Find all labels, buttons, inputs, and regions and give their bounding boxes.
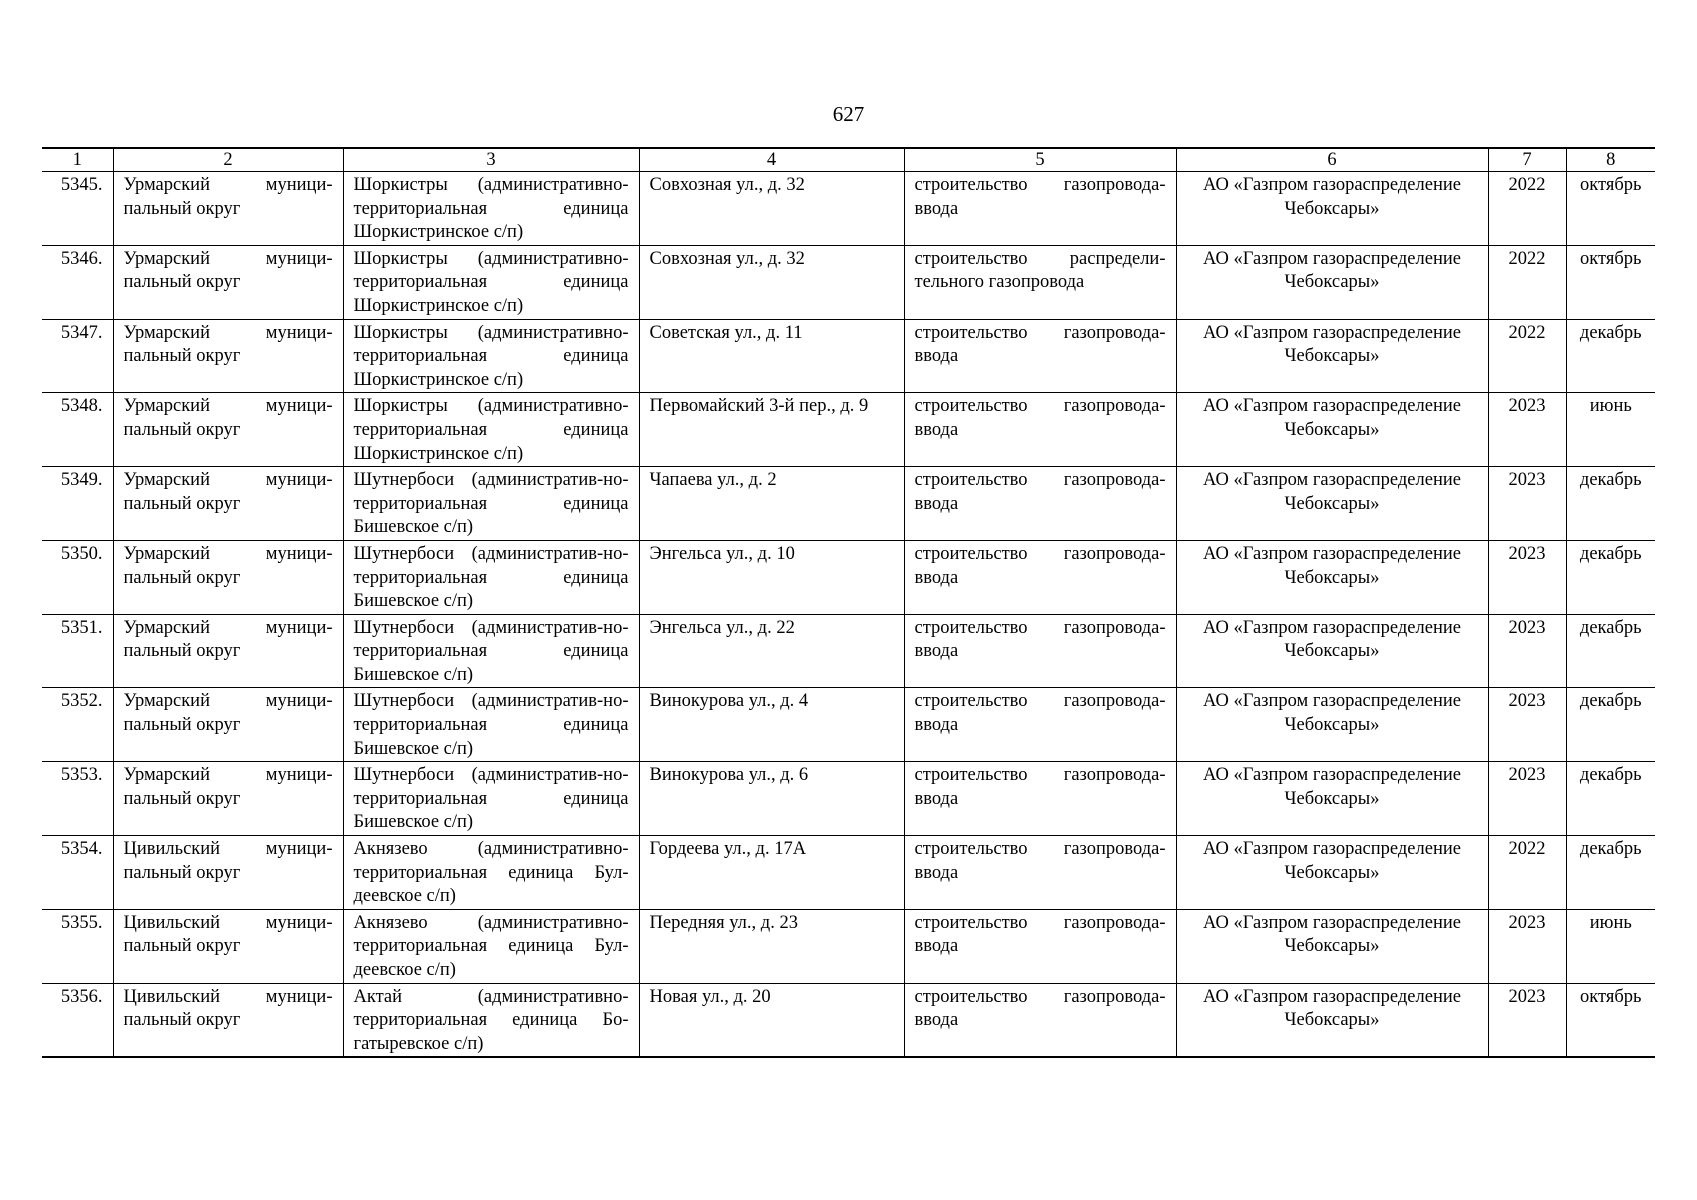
settlement-cell: Шоркистры (административно-территориальная единица Шоркистринское с/п) xyxy=(343,245,639,319)
organization-cell: АО «Газпром газораспределение Чебоксары» xyxy=(1176,172,1488,246)
column-header: 3 xyxy=(343,148,639,172)
address-cell: Первомайский 3-й пер., д. 9 xyxy=(639,393,904,467)
settlement-cell: Шутнербоси (административ-но-территориальная единица Бишевское с/п) xyxy=(343,540,639,614)
year-cell: 2023 xyxy=(1488,909,1566,983)
district-cell: Урмарский муници-пальный округ xyxy=(113,762,343,836)
district-cell: Урмарский муници-пальный округ xyxy=(113,172,343,246)
year-cell: 2023 xyxy=(1488,762,1566,836)
month-cell: декабрь xyxy=(1566,614,1655,688)
work-type-cell: строительство газопровода-ввода xyxy=(904,319,1176,393)
row-number: 5350. xyxy=(42,540,113,614)
organization-cell: АО «Газпром газораспределение Чебоксары» xyxy=(1176,467,1488,541)
district-cell: Урмарский муници-пальный округ xyxy=(113,688,343,762)
work-type-cell: строительство газопровода-ввода xyxy=(904,172,1176,246)
year-cell: 2023 xyxy=(1488,983,1566,1057)
work-type-cell: строительство газопровода-ввода xyxy=(904,393,1176,467)
settlement-cell: Шутнербоси (административ-но-территориальная единица Бишевское с/п) xyxy=(343,467,639,541)
work-type-cell: строительство газопровода-ввода xyxy=(904,540,1176,614)
settlement-cell: Шутнербоси (административ-но-территориальная единица Бишевское с/п) xyxy=(343,614,639,688)
month-cell: декабрь xyxy=(1566,836,1655,910)
address-cell: Винокурова ул., д. 6 xyxy=(639,762,904,836)
year-cell: 2023 xyxy=(1488,688,1566,762)
table-row xyxy=(42,762,1655,836)
column-header: 8 xyxy=(1566,148,1655,172)
settlement-cell: Шутнербоси (административ-но-территориальная единица Бишевское с/п) xyxy=(343,688,639,762)
work-type-cell: строительство распредели-тельного газопровода xyxy=(904,245,1176,319)
district-cell: Урмарский муници-пальный округ xyxy=(113,540,343,614)
table-row xyxy=(42,245,1655,319)
year-cell: 2022 xyxy=(1488,172,1566,246)
settlement-cell: Акнязево (административно-территориальная единица Бул-деевское с/п) xyxy=(343,909,639,983)
district-cell: Цивильский муници-пальный округ xyxy=(113,983,343,1057)
row-number: 5352. xyxy=(42,688,113,762)
year-cell: 2022 xyxy=(1488,836,1566,910)
address-cell: Передняя ул., д. 23 xyxy=(639,909,904,983)
district-cell: Урмарский муници-пальный округ xyxy=(113,393,343,467)
work-type-cell: строительство газопровода-ввода xyxy=(904,467,1176,541)
work-type-cell: строительство газопровода-ввода xyxy=(904,909,1176,983)
settlement-cell: Шоркистры (административно-территориальная единица Шоркистринское с/п) xyxy=(343,319,639,393)
page-number: 627 xyxy=(832,102,865,126)
column-header: 5 xyxy=(904,148,1176,172)
row-number: 5348. xyxy=(42,393,113,467)
work-type-cell: строительство газопровода-ввода xyxy=(904,836,1176,910)
address-cell: Советская ул., д. 11 xyxy=(639,319,904,393)
month-cell: декабрь xyxy=(1566,319,1655,393)
work-type-cell: строительство газопровода-ввода xyxy=(904,688,1176,762)
month-cell: июнь xyxy=(1566,909,1655,983)
table-body xyxy=(42,172,1655,1058)
settlement-cell: Шутнербоси (административ-но-территориальная единица Бишевское с/п) xyxy=(343,762,639,836)
organization-cell: АО «Газпром газораспределение Чебоксары» xyxy=(1176,983,1488,1057)
table-row xyxy=(42,909,1655,983)
organization-cell: АО «Газпром газораспределение Чебоксары» xyxy=(1176,393,1488,467)
row-number: 5347. xyxy=(42,319,113,393)
month-cell: декабрь xyxy=(1566,540,1655,614)
address-cell: Новая ул., д. 20 xyxy=(639,983,904,1057)
table-row xyxy=(42,614,1655,688)
row-number: 5356. xyxy=(42,983,113,1057)
row-number: 5353. xyxy=(42,762,113,836)
column-number-row xyxy=(42,148,1655,172)
district-cell: Урмарский муници-пальный округ xyxy=(113,467,343,541)
year-cell: 2022 xyxy=(1488,245,1566,319)
district-cell: Цивильский муници-пальный округ xyxy=(113,909,343,983)
address-cell: Чапаева ул., д. 2 xyxy=(639,467,904,541)
month-cell: октябрь xyxy=(1566,172,1655,246)
organization-cell: АО «Газпром газораспределение Чебоксары» xyxy=(1176,836,1488,910)
month-cell: октябрь xyxy=(1566,983,1655,1057)
month-cell: декабрь xyxy=(1566,762,1655,836)
address-cell: Винокурова ул., д. 4 xyxy=(639,688,904,762)
address-cell: Гордеева ул., д. 17А xyxy=(639,836,904,910)
year-cell: 2022 xyxy=(1488,319,1566,393)
row-number: 5349. xyxy=(42,467,113,541)
row-number: 5345. xyxy=(42,172,113,246)
work-type-cell: строительство газопровода-ввода xyxy=(904,762,1176,836)
organization-cell: АО «Газпром газораспределение Чебоксары» xyxy=(1176,762,1488,836)
column-header: 7 xyxy=(1488,148,1566,172)
district-cell: Цивильский муници-пальный округ xyxy=(113,836,343,910)
column-header: 2 xyxy=(113,148,343,172)
month-cell: октябрь xyxy=(1566,245,1655,319)
row-number: 5355. xyxy=(42,909,113,983)
work-type-cell: строительство газопровода-ввода xyxy=(904,614,1176,688)
table-row xyxy=(42,319,1655,393)
settlement-cell: Актай (административно-территориальная единица Бо-гатыревское с/п) xyxy=(343,983,639,1057)
table-row xyxy=(42,172,1655,246)
column-header: 1 xyxy=(42,148,113,172)
address-cell: Совхозная ул., д. 32 xyxy=(639,172,904,246)
year-cell: 2023 xyxy=(1488,467,1566,541)
row-number: 5346. xyxy=(42,245,113,319)
organization-cell: АО «Газпром газораспределение Чебоксары» xyxy=(1176,245,1488,319)
table-row xyxy=(42,467,1655,541)
month-cell: декабрь xyxy=(1566,467,1655,541)
table-row xyxy=(42,983,1655,1057)
row-number: 5351. xyxy=(42,614,113,688)
table-row xyxy=(42,393,1655,467)
row-number: 5354. xyxy=(42,836,113,910)
address-cell: Совхозная ул., д. 32 xyxy=(639,245,904,319)
column-header: 4 xyxy=(639,148,904,172)
table-row xyxy=(42,836,1655,910)
year-cell: 2023 xyxy=(1488,540,1566,614)
organization-cell: АО «Газпром газораспределение Чебоксары» xyxy=(1176,688,1488,762)
address-cell: Энгельса ул., д. 22 xyxy=(639,614,904,688)
settlement-cell: Акнязево (административно-территориальная единица Бул-деевское с/п) xyxy=(343,836,639,910)
year-cell: 2023 xyxy=(1488,393,1566,467)
organization-cell: АО «Газпром газораспределение Чебоксары» xyxy=(1176,319,1488,393)
column-header: 6 xyxy=(1176,148,1488,172)
district-cell: Урмарский муници-пальный округ xyxy=(113,245,343,319)
table-row xyxy=(42,688,1655,762)
organization-cell: АО «Газпром газораспределение Чебоксары» xyxy=(1176,909,1488,983)
organization-cell: АО «Газпром газораспределение Чебоксары» xyxy=(1176,540,1488,614)
gas-construction-table xyxy=(42,147,1655,1058)
settlement-cell: Шоркистры (административно-территориальная единица Шоркистринское с/п) xyxy=(343,172,639,246)
year-cell: 2023 xyxy=(1488,614,1566,688)
settlement-cell: Шоркистры (административно-территориальная единица Шоркистринское с/п) xyxy=(343,393,639,467)
month-cell: декабрь xyxy=(1566,688,1655,762)
district-cell: Урмарский муници-пальный округ xyxy=(113,319,343,393)
table-row xyxy=(42,540,1655,614)
work-type-cell: строительство газопровода-ввода xyxy=(904,983,1176,1057)
organization-cell: АО «Газпром газораспределение Чебоксары» xyxy=(1176,614,1488,688)
district-cell: Урмарский муници-пальный округ xyxy=(113,614,343,688)
address-cell: Энгельса ул., д. 10 xyxy=(639,540,904,614)
month-cell: июнь xyxy=(1566,393,1655,467)
